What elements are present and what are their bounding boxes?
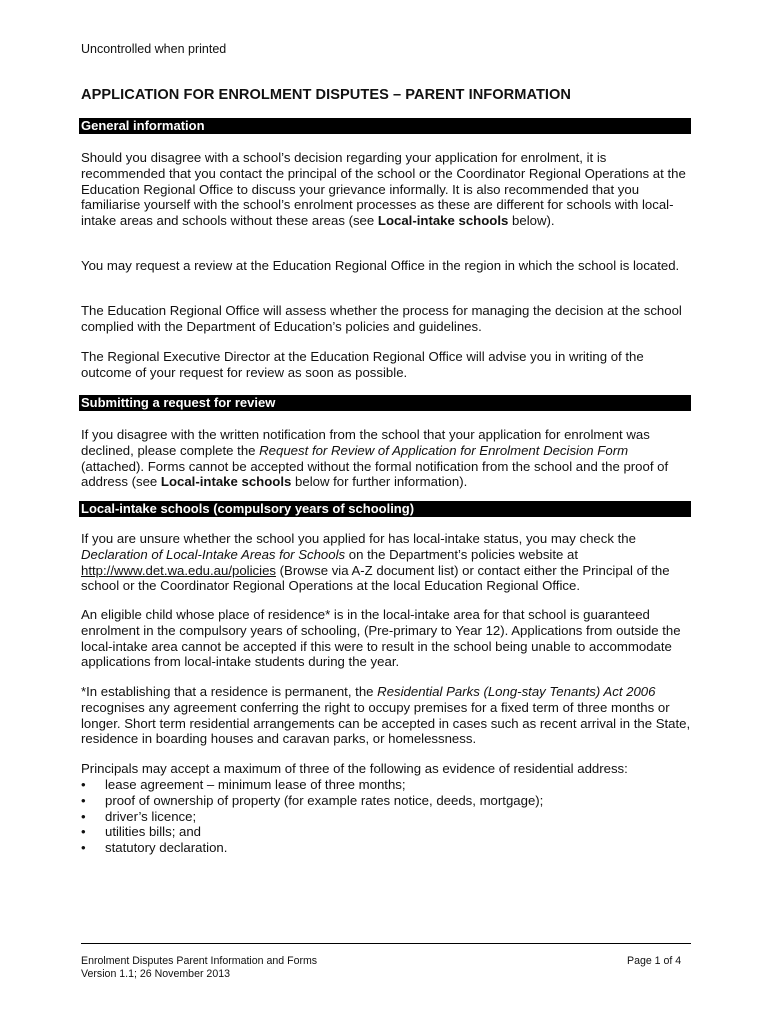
policies-link[interactable]: http://www.det.wa.edu.au/policies <box>81 562 276 578</box>
submitting-paragraph <box>81 427 693 490</box>
bullet-icon: • <box>81 777 86 792</box>
list-item-text: lease agreement – minimum lease of three months; <box>105 777 406 792</box>
general-paragraph-4: The Regional Executive Director at the Education Regional Office will advise you in writing of the outcome of your request for review as soon as possible. <box>81 349 644 380</box>
section-title: Local-intake schools (compulsory years of schooling) <box>81 501 415 516</box>
local-paragraph-1 <box>81 531 693 594</box>
list-item <box>81 793 543 809</box>
footer-version: Version 1.1; 26 November 2013 <box>81 968 230 980</box>
list-item-text: utilities bills; and <box>105 824 202 840</box>
bullet-icon: • <box>81 824 86 840</box>
list-item-text: proof of ownership of property (for example rates notice, deeds, mortgage); <box>105 792 544 808</box>
bullet-icon: • <box>81 792 86 808</box>
text-run: Should you disagree with a school’s decision regarding your application for enrolment, it is recommended that you contact the principal of the school or the Coordinator Regional Operations at the Education Regional Office to discuss your grievance informally. It is also recommended that you familiarise yourself with the school’s enrolment processes as these are different for schools with local-intake areas and schools without these areas (see <box>81 150 686 229</box>
text-run: (attached). Forms cannot be accepted without the formal notification from the school and the proof of address (see <box>81 458 669 490</box>
local-paragraph-4: Principals may accept a maximum of three of the following as evidence of residential address: <box>81 761 628 776</box>
section-header-submitting <box>79 395 691 411</box>
italic-document-name: Declaration of Local-Intake Areas for Schools <box>81 546 346 562</box>
text-run: If you disagree with the written notification from the school that your application for enrolment was declined, please complete the <box>81 427 650 458</box>
text-run: *In establishing that a residence is permanent, the <box>81 684 378 699</box>
page-number: Page 1 of 4 <box>627 955 682 967</box>
section-title: Submitting a request for review <box>81 395 276 410</box>
text-run: recognises any agreement conferring the right to occupy premises for a fixed term of three months or longer. Short term residential arrangements can be accepted in cases such as recent arrival in the State, residence in boarding houses and caravan parks, or homelessness. <box>81 699 691 747</box>
uncontrolled-notice: Uncontrolled when printed <box>81 42 227 56</box>
section-title: General information <box>81 118 205 133</box>
general-paragraph-2: You may request a review at the Education Regional Office in the region in which the school is located. <box>81 258 680 273</box>
bold-reference: Local-intake schools <box>377 213 509 229</box>
page-title: APPLICATION FOR ENROLMENT DISPUTES – PARENT INFORMATION <box>81 87 572 103</box>
list-item <box>81 809 543 825</box>
bullet-icon: • <box>81 840 86 856</box>
list-item <box>81 777 543 793</box>
text-run: on the Department’s policies website at <box>345 546 579 562</box>
general-paragraph-3: The Education Regional Office will assess whether the process for managing the decision at the school complied with the Department of Education’s policies and guidelines. <box>81 303 682 334</box>
general-paragraph-1 <box>81 150 693 229</box>
list-item-text: driver’s licence; <box>105 808 197 824</box>
text-run: (Browse via A-Z document list) or contact either the Principal of the school or the Coordinator Regional Operations at the local Education Regional Office. <box>81 562 670 594</box>
section-header-general <box>79 118 691 134</box>
evidence-list <box>81 777 543 856</box>
list-item <box>81 824 543 840</box>
text-run: If you are unsure whether the school you applied for has local-intake status, you may check the <box>81 531 636 546</box>
italic-act-name: Residential Parks (Long-stay Tenants) Act 2006 <box>377 684 656 699</box>
list-item <box>81 840 543 856</box>
footer-document-info <box>81 955 317 981</box>
bold-reference: Local-intake schools <box>160 474 292 490</box>
footer-document-name: Enrolment Disputes Parent Information and Forms <box>81 955 318 967</box>
section-header-local-intake <box>79 501 691 517</box>
footer-divider <box>81 943 691 944</box>
bullet-icon: • <box>81 808 86 824</box>
local-paragraph-2: An eligible child whose place of residence* is in the local-intake area for that school is guaranteed enrolment in the compulsory years of schooling, (Pre-primary to Year 12). Applications from outside the local-intake area cannot be accepted if this were to result in the school being unable to accommodate applications from local-intake students during the year. <box>81 607 681 670</box>
italic-form-name: Request for Review of Application for Enrolment Decision Form <box>259 442 629 458</box>
list-item-text: statutory declaration. <box>105 840 228 856</box>
text-run: below for further information). <box>291 474 468 490</box>
text-run: below). <box>508 213 555 229</box>
local-paragraph-3 <box>81 684 693 747</box>
